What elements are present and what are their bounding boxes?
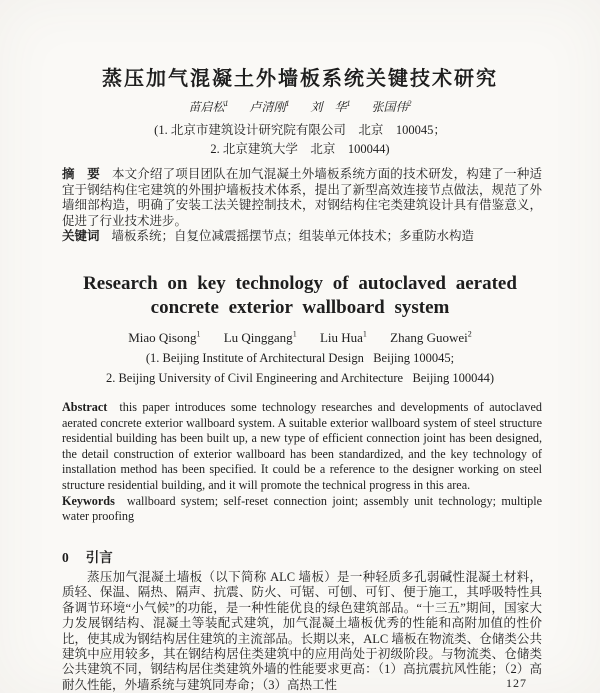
author-affiliation-superscript: 1: [224, 99, 229, 108]
author-name: Liu Hua: [319, 330, 363, 345]
author-en: [390, 330, 472, 345]
author-cn: [372, 100, 412, 114]
author-affiliation-superscript: 1: [362, 329, 367, 339]
abstract-block-cn: [62, 167, 542, 245]
author-en: [128, 330, 200, 345]
paper-title-en: [0, 272, 600, 319]
keywords-paragraph-cn: [62, 229, 542, 245]
abstract-text-cn: 本文介绍了项目团队在加气混凝土外墙板系统方面的技术研发，构建了一种适宜于钢结构住宅建筑的外围护墙板技术体系，提出了新型高效连接节点做法，规范了外墙细部构造，明确了安装工法关键控制技术，对钢结构住宅类建筑设计具有借鉴意义，促进了行业技术进步。: [62, 167, 542, 228]
affiliation-en-1: (1. Beijing Institute of Architectural Design Beijing 100045;: [145, 351, 455, 365]
author-en: [224, 330, 297, 345]
author-name: 张国伟: [371, 100, 408, 114]
author-affiliation-superscript: 1: [292, 329, 297, 339]
paper-title-cn: 蒸压加气混凝土外墙板系统关键技术研究: [102, 68, 498, 90]
author-affiliation-superscript: 1: [196, 329, 201, 339]
author-line-en: [0, 330, 600, 346]
author-name: 苗启松: [188, 100, 225, 114]
keywords-text-cn: 墙板系统；自复位减震摇摆节点；组装单元体技术；多重防水构造: [111, 229, 475, 244]
author-cn: [188, 100, 228, 114]
abstract-paragraph-cn: [62, 167, 542, 229]
author-affiliation-superscript: 1: [285, 99, 290, 108]
keywords-text-en: wallboard system; self-reset connection joint; assembly unit technology; multiple water proofing: [62, 493, 542, 524]
abstract-text-en: this paper introduces some technology researches and developments of autoclaved aerated concrete exterior wallboard system. A suitable exterior wallboard system of steel structure residential building has been built up, a new type of efficient connection joint has been designed, the detail construction of exterior wallboard has been standardized, and the key technology of installation method has been specified. It could be a reference to the designer working on steel structure residential building, and it will promote the technical progress in this area.: [62, 400, 542, 492]
affiliation-cn-2: 2. 北京建筑大学 北京 100044): [210, 142, 390, 156]
paper-title-en-line1: Research on key technology of autoclaved aerated: [83, 273, 517, 294]
affiliation-en-2: 2. Beijing University of Civil Engineering and Architecture Beijing 100044): [105, 371, 495, 385]
author-name: 刘 华: [310, 100, 347, 114]
abstract-block-en: [62, 400, 542, 525]
author-en: [320, 330, 367, 345]
section-heading-introduction: [62, 546, 113, 566]
abstract-paragraph-en: [62, 400, 542, 494]
author-affiliation-superscript: 1: [346, 99, 351, 108]
paper-title-en-line2: concrete exterior wallboard system: [150, 296, 450, 318]
page-number: 127: [506, 676, 527, 690]
author-cn: [249, 100, 289, 114]
author-name: 卢清刚: [249, 100, 286, 114]
abstract-label-en: Abstract: [62, 400, 108, 414]
keywords-paragraph-en: [62, 494, 542, 525]
author-line-cn: [0, 98, 600, 115]
section-number: 0: [62, 550, 69, 565]
author-name: Zhang Guowei: [390, 330, 468, 345]
affiliation-cn-1: (1. 北京市建筑设计研究院有限公司 北京 100045；: [154, 123, 446, 137]
author-affiliation-superscript: 2: [467, 329, 472, 339]
keywords-label-en: Keywords: [62, 493, 115, 508]
section-title: 引言: [85, 550, 113, 565]
author-name: Lu Qinggang: [223, 330, 293, 345]
abstract-label-cn: 摘 要: [62, 167, 100, 181]
author-cn: [311, 100, 351, 114]
keywords-label-cn: 关键词: [62, 229, 100, 244]
author-affiliation-superscript: 2: [407, 99, 412, 108]
introduction-paragraph: 蒸压加气混凝土墙板（以下简称 ALC 墙板）是一种轻质多孔弱碱性混凝土材料，质轻、保温、隔热、隔声、抗震、防火、可锯、可刨、可钉、便于施工，其呼吸特性具备调节环境“小气候”的功能，是一种性能优良的绿色建筑部品。“十三五”期间，国家大力发展钢结构、混凝土等装配式建筑，加气混凝土墙板优秀的性能和高附加值的性价比，使其成为钢结构居住建筑的主流部品。长期以来，ALC 墙板在物流类、仓储类公共建筑中应用较多，其在钢结构居住类建筑中的应用尚处于初级阶段。与物流类、仓储类公共建筑不同，钢结构居住类建筑外墙的性能要求更高：（1）高抗震抗风性能；（2）高耐久性能，外墙系统与建筑同寿命；（3）高热工性: [62, 570, 542, 692]
author-name: Miao Qisong: [128, 330, 197, 345]
